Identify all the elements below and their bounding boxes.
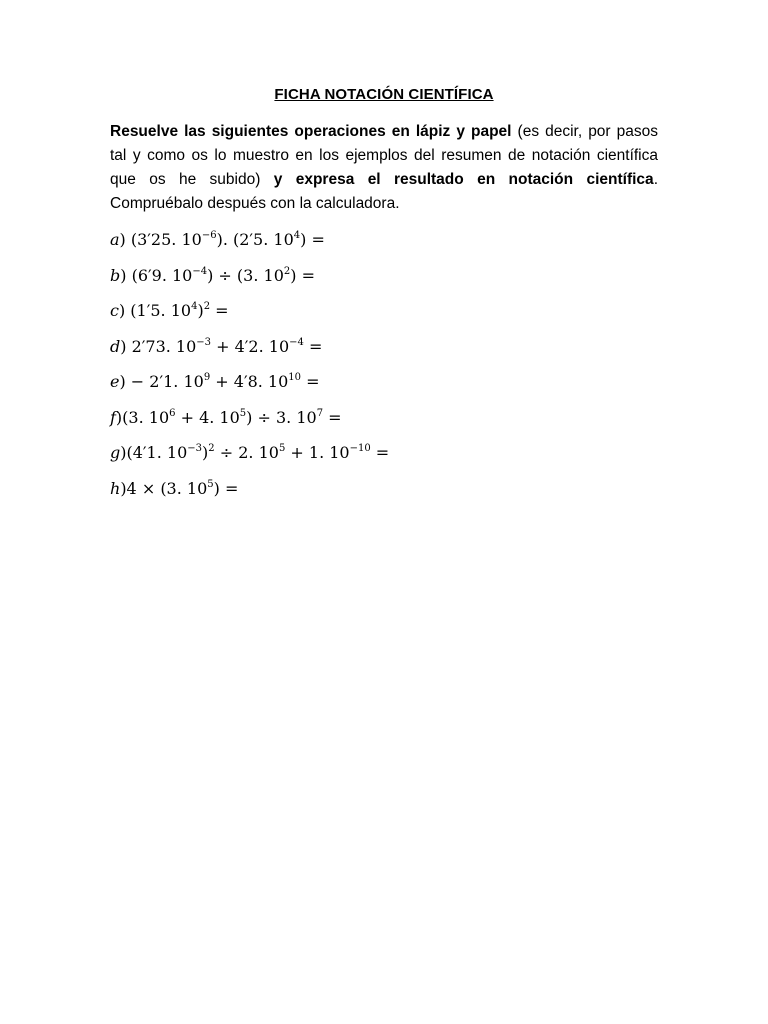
exercise-label: h bbox=[110, 478, 121, 498]
exercise-expression-part: ) − 2′1. 10 bbox=[119, 372, 204, 391]
exercise-label: a bbox=[110, 230, 120, 249]
exercise-expression-part: + 4. 10 bbox=[175, 407, 240, 427]
exercise-expression-part: ) = bbox=[290, 265, 315, 285]
exercise-expression-part: )(4′1. 10 bbox=[120, 443, 188, 462]
exercise-exponent: −4 bbox=[192, 265, 208, 277]
exercise-label: b bbox=[110, 265, 121, 285]
exercise-label: g bbox=[110, 443, 121, 462]
exercise-exponent: 4 bbox=[293, 230, 301, 241]
exercise-expression-part: = bbox=[370, 443, 390, 462]
exercise-exponent: −4 bbox=[289, 336, 304, 348]
exercise-expression-part: ) (6′9. 10 bbox=[120, 265, 193, 285]
exercise-item bbox=[110, 368, 670, 404]
exercise-exponent: 7 bbox=[316, 407, 324, 419]
page-title: FICHA NOTACIÓN CIENTÍFICA bbox=[274, 86, 494, 103]
exercise-label: e bbox=[110, 372, 120, 391]
exercise-expression-part: )4 × (3. 10 bbox=[120, 478, 208, 498]
exercise-expression-part: )(3. 10 bbox=[115, 407, 170, 427]
exercise-item bbox=[110, 404, 670, 440]
instruction-bold-2: y expresa el resultado en notación científica bbox=[273, 171, 654, 188]
exercise-expression-part: ) ÷ 3. 10 bbox=[246, 407, 317, 427]
exercise-exponent: 5 bbox=[239, 407, 247, 419]
exercise-expression-part: ÷ 2. 10 bbox=[214, 443, 279, 462]
exercise-expression-part: + 4′2. 10 bbox=[211, 336, 290, 356]
exercise-exponent: 2 bbox=[283, 265, 291, 277]
exercise-expression-part: ) = bbox=[300, 230, 325, 249]
exercise-expression-part: ) bbox=[197, 301, 204, 320]
exercise-expression-part: ) 2′73. 10 bbox=[120, 336, 197, 356]
exercise-expression-part: = bbox=[301, 372, 320, 391]
exercise-expression-part: ). (2′5. 10 bbox=[216, 230, 294, 249]
instructions-paragraph bbox=[110, 120, 658, 216]
exercise-expression-part: ) (1′5. 10 bbox=[118, 301, 192, 320]
exercise-exponent: 2 bbox=[208, 443, 215, 454]
exercise-exponent: 9 bbox=[203, 372, 211, 383]
exercise-item bbox=[110, 333, 670, 369]
exercise-list bbox=[110, 226, 670, 510]
exercise-exponent: 6 bbox=[169, 407, 176, 419]
exercise-expression-part: = bbox=[210, 301, 229, 320]
exercise-item bbox=[110, 475, 670, 511]
exercise-exponent: −3 bbox=[196, 336, 212, 348]
exercise-exponent: −3 bbox=[187, 443, 203, 454]
exercise-expression-part: ) bbox=[202, 443, 209, 462]
exercise-label: c bbox=[110, 301, 119, 320]
exercise-expression-part: = bbox=[323, 407, 342, 427]
exercise-item bbox=[110, 226, 670, 262]
exercise-label: f bbox=[110, 407, 116, 427]
exercise-exponent: −6 bbox=[201, 230, 217, 241]
exercise-exponent: 4 bbox=[191, 301, 198, 312]
exercise-expression-part: = bbox=[303, 336, 323, 356]
exercise-expression-part: + 1. 10 bbox=[285, 443, 350, 462]
exercise-exponent: 5 bbox=[278, 443, 286, 454]
exercise-expression-part: + 4′8. 10 bbox=[210, 372, 289, 391]
instruction-text-1: (es decir, por pasos tal y como os lo muestro en los ejemplos del resumen de notación científica que os he subido) bbox=[110, 123, 658, 188]
exercise-label: d bbox=[110, 336, 121, 356]
exercise-item bbox=[110, 297, 670, 333]
exercise-exponent: 5 bbox=[207, 478, 214, 490]
exercise-expression-part: ) ÷ (3. 10 bbox=[207, 265, 284, 285]
exercise-item bbox=[110, 262, 670, 298]
exercise-exponent: −10 bbox=[349, 443, 371, 454]
exercise-expression-part: ) (3′25. 10 bbox=[119, 230, 202, 249]
exercise-item bbox=[110, 439, 670, 475]
instruction-bold-1: Resuelve las siguientes operaciones en lápiz y papel bbox=[110, 123, 512, 140]
exercise-exponent: 2 bbox=[203, 301, 211, 312]
exercise-expression-part: ) = bbox=[213, 478, 239, 498]
exercise-exponent: 10 bbox=[288, 372, 302, 383]
instruction-text-2: . Compruébalo después con la calculadora. bbox=[110, 171, 658, 212]
